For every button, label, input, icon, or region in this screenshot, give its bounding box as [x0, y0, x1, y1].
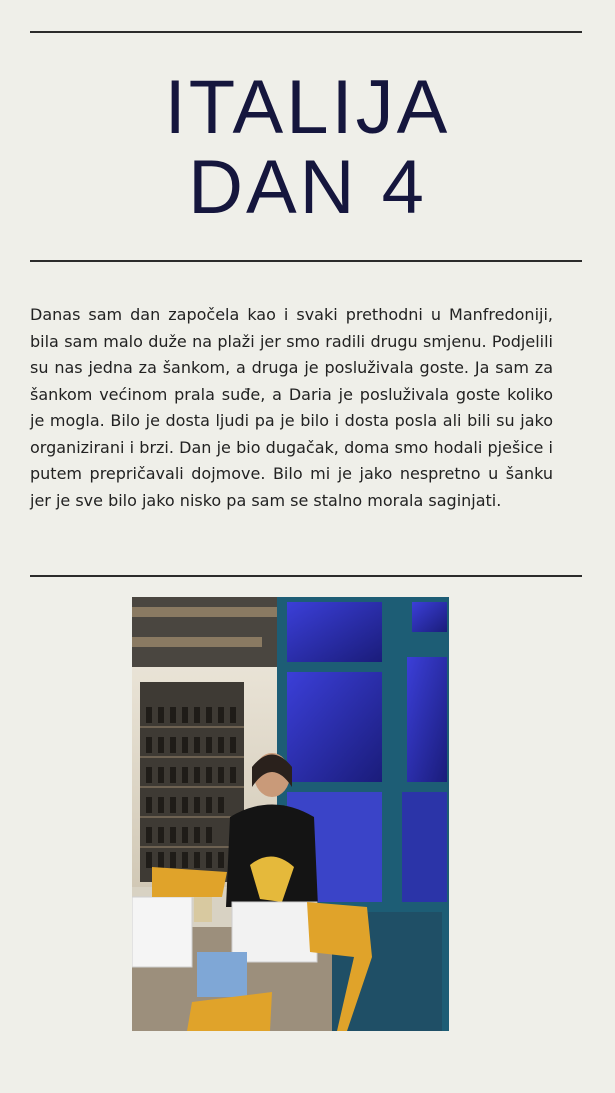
photo-divider — [30, 575, 582, 577]
title-line-2: DAN 4 — [188, 145, 427, 230]
title-line-1: ITALIJA — [164, 65, 451, 150]
photo-illustration — [132, 597, 449, 1031]
diary-paragraph: Danas sam dan započela kao i svaki prethodni u Manfredoniji, bila sam malo duže na plaži jer smo radili drugu smjenu. Podjelili su nas jedna za šankom, a druga je posluživala goste. Ja sam za šankom većinom prala suđe, a Daria je posluživala goste koliko je mogla. Bilo je dosta ljudi pa je bilo i dosta posla ali bili su jako organizirani i brzi. Dan je bio dugačak, doma smo hodali pješice i putem prepričavali dojmove. Bilo mi je jako nespretno u šanku jer je sve bilo jako nisko pa sam se stalno morala saginjati. — [30, 305, 553, 510]
top-divider — [30, 31, 582, 33]
bar-photo — [132, 597, 449, 1031]
page-title — [0, 65, 615, 230]
title-divider — [30, 260, 582, 262]
